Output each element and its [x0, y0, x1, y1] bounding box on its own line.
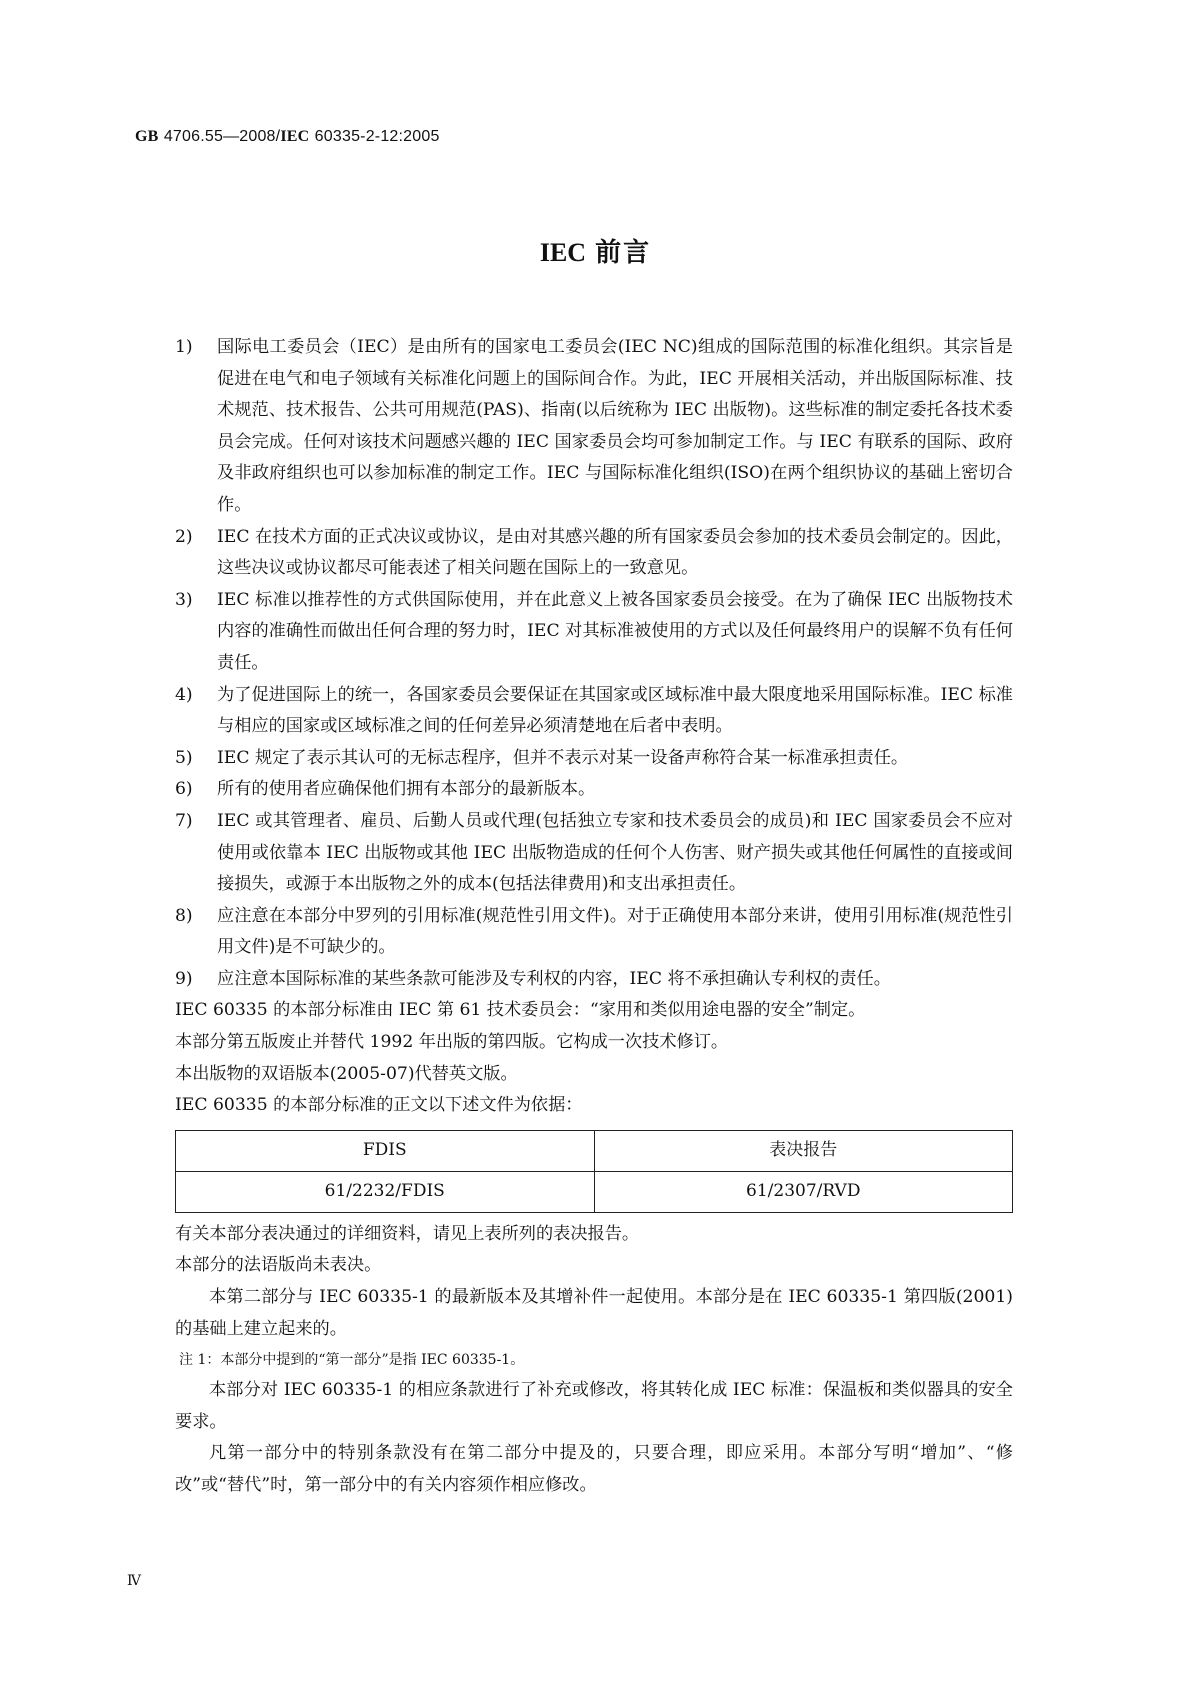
item-number: 3) — [175, 589, 193, 610]
cell-rvd: 61/2307/RVD — [594, 1171, 1013, 1212]
paragraph-vote-details: 有关本部分表决通过的详细资料，请见上表所列的表决报告。 — [175, 1223, 640, 1244]
voting-table — [175, 1130, 1013, 1213]
table-header-row — [176, 1130, 1013, 1171]
paragraph-supplement: 本部分对 IEC 60335-1 的相应条款进行了补充或修改，将其转化成 IEC 标准：保温板和类似器具的安全要求。 — [175, 1380, 1013, 1432]
item-number: 9) — [175, 968, 193, 989]
item-text: 所有的使用者应确保他们拥有本部分的最新版本。 — [217, 779, 596, 800]
list-item — [175, 901, 1013, 964]
item-text: IEC 规定了表示其认可的无标志程序，但并不表示对某一设备声称符合某一标准承担责任。 — [217, 747, 909, 768]
item-text: IEC 在技术方面的正式决议或协议，是由对其感兴趣的所有国家委员会参加的技术委员会制定的。因此，这些决议或协议都尽可能表述了相关问题在国际上的一致意见。 — [217, 526, 1013, 579]
item-number: 7) — [175, 810, 193, 831]
paragraph-french: 本部分的法语版尚未表决。 — [175, 1255, 382, 1276]
page-number: Ⅳ — [127, 1573, 141, 1589]
list-item — [175, 332, 1013, 522]
list-item — [175, 774, 1013, 806]
paragraph-part2-usage: 本第二部分与 IEC 60335-1 的最新版本及其增补件一起使用。本部分是在 IEC 60335-1 第四版(2001)的基础上建立起来的。 — [175, 1287, 1013, 1339]
item-text: 为了促进国际上的统一，各国家委员会要保证在其国家或区域标准中最大限度地采用国际标准。IEC 标准与相应的国家或区域标准之间的任何差异必须清楚地在后者中表明。 — [217, 684, 1013, 737]
list-item — [175, 585, 1013, 680]
item-text: 国际电工委员会（IEC）是由所有的国家电工委员会(IEC NC)组成的国际范围的标准化组织。其宗旨是促进在电气和电子领域有关标准化问题上的国际间合作。为此，IEC 开展相关活动，并出版国际标准、技术规范、技术报告、公共可用规范(PAS)、指南(以后统称为 IEC 出版物)。这些标准的制定委托各技术委员会完成。任何对该技术问题感兴趣的 IEC 国家委员会均可参加制定工作。与 IEC 有联系的国际、政府及非政府组织也可以参加标准的制定工作。IEC 与国际标准化组织(ISO)在两个组织协议的基础上密切合作。 — [217, 337, 1013, 515]
cell-fdis: 61/2232/FDIS — [176, 1171, 595, 1212]
item-text: IEC 或其管理者、雇员、后勤人员或代理(包括独立专家和技术委员会的成员)和 IEC 国家委员会不应对使用或依靠本 IEC 出版物或其他 IEC 出版物造成的任何个人伤害、财产损失或其他任何属性的直接或间接损失，或源于本出版物之外的成本(包括法律费用)和支出承担责任。 — [217, 810, 1013, 895]
paragraph-committee: IEC 60335 的本部分标准由 IEC 第 61 技术委员会：“家用和类似用途电器的安全”制定。 — [175, 1000, 866, 1021]
standard-prefix: GB — [135, 128, 159, 145]
paragraph-bilingual: 本出版物的双语版本(2005-07)代替英文版。 — [175, 1063, 518, 1084]
list-item — [175, 680, 1013, 743]
item-number: 1) — [175, 337, 193, 357]
iec-code: 60335-2-12:2005 — [314, 128, 440, 145]
page-title — [0, 232, 1191, 269]
list-item — [175, 743, 1013, 775]
paragraph-edition: 本部分第五版废止并替代 1992 年出版的第四版。它构成一次技术修订。 — [175, 1032, 729, 1053]
standard-code: 4706.55—2008/ — [163, 128, 281, 145]
document-header — [135, 126, 440, 146]
document-body — [175, 332, 1013, 1502]
header-fdis: FDIS — [176, 1130, 595, 1171]
title-latin: IEC — [539, 238, 587, 267]
paragraph-basis: IEC 60335 的本部分标准的正文以下述文件为依据： — [175, 1095, 583, 1116]
list-item — [175, 522, 1013, 585]
table-row — [176, 1171, 1013, 1212]
iec-label: IEC — [280, 128, 310, 145]
item-number: 6) — [175, 779, 193, 800]
note-1: 注 1：本部分中提到的“第一部分”是指 IEC 60335-1。 — [179, 1352, 525, 1369]
title-cjk: 前言 — [595, 238, 652, 268]
item-text: IEC 标准以推荐性的方式供国际使用，并在此意义上被各国家委员会接受。在为了确保 IEC 出版物技术内容的准确性而做出任何合理的努力时，IEC 对其标准被使用的方式以及任何最终用户的误解不负有任何责任。 — [217, 589, 1013, 673]
paragraph-special-clauses: 凡第一部分中的特别条款没有在第二部分中提及的，只要合理，即应采用。本部分写明“增加”、“修改”或“替代”时，第一部分中的有关内容须作相应修改。 — [175, 1443, 1013, 1495]
list-item — [175, 964, 1013, 996]
item-number: 5) — [175, 747, 193, 768]
list-item — [175, 806, 1013, 901]
item-number: 2) — [175, 526, 193, 547]
header-vote-report: 表决报告 — [594, 1130, 1013, 1171]
item-number: 4) — [175, 684, 193, 705]
item-text: 应注意本国际标准的某些条款可能涉及专利权的内容，IEC 将不承担确认专利权的责任。 — [217, 968, 891, 989]
item-text: 应注意在本部分中罗列的引用标准(规范性引用文件)。对于正确使用本部分来讲，使用引用标准(规范性引用文件)是不可缺少的。 — [217, 905, 1013, 958]
item-number: 8) — [175, 905, 193, 926]
